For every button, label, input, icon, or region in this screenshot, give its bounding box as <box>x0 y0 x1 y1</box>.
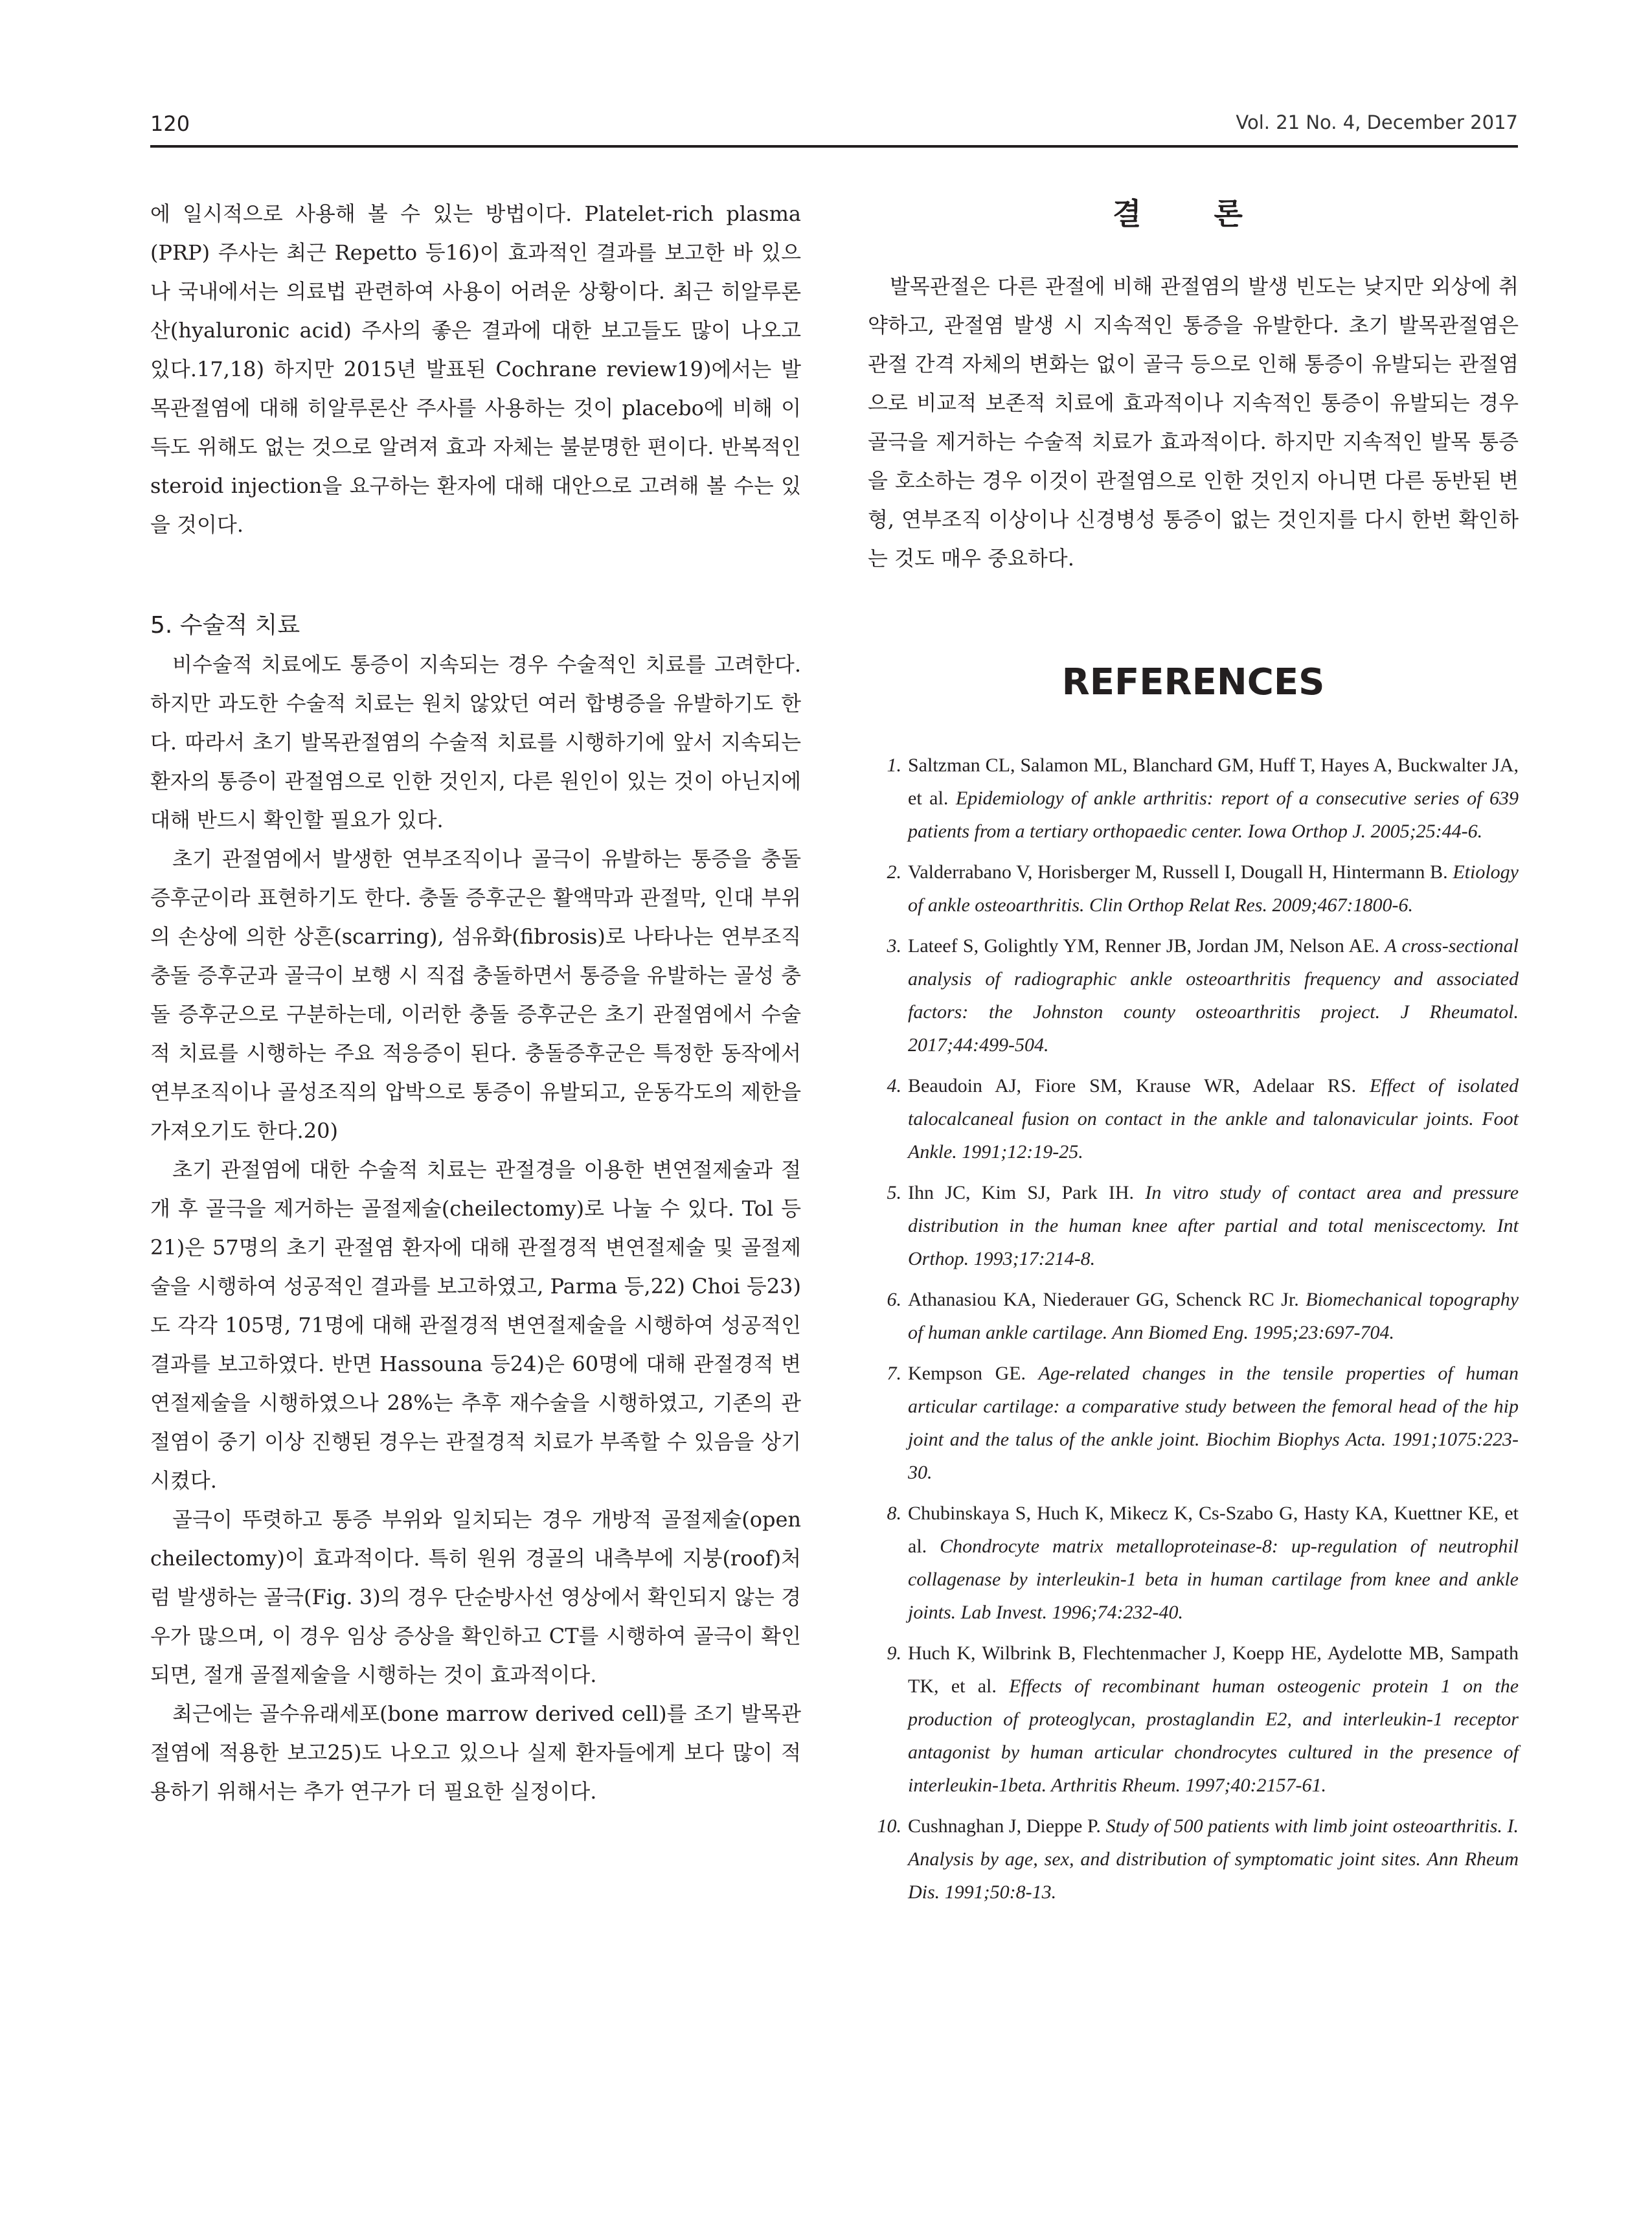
reference-authors: Kempson GE. <box>908 1363 1026 1384</box>
right-column <box>868 194 1519 1916</box>
reference-authors: Huch K, Wilbrink B, Flechtenmacher J, Koepp HE, Aydelotte MB, Sampath TK, et al. <box>908 1642 1519 1697</box>
reference-item <box>868 1069 1519 1168</box>
reference-authors: Ihn JC, Kim SJ, Park IH. <box>908 1182 1135 1203</box>
paragraph: 비수술적 치료에도 통증이 지속되는 경우 수술적인 치료를 고려한다. 하지만 과도한 수술적 치료는 원치 않았던 여러 합병증을 유발하기도 한다. 따라서 초기 발목관절염의 수술적 치료를 시행하기에 앞서 지속되는 환자의 통증이 관절염으로 인한 것인지, 다른 원인이 있는 것이 아닌지에 대해 반드시 확인할 필요가 있다. <box>150 652 801 832</box>
reference-item <box>868 929 1519 1062</box>
reference-item <box>868 1497 1519 1629</box>
page-header <box>150 109 1518 148</box>
conclusion-heading: 결 론 <box>1113 196 1274 231</box>
reference-number: 10. <box>877 1815 901 1837</box>
paragraph: 초기 관절염에서 발생한 연부조직이나 골극이 유발하는 통증을 충돌 증후군이라 표현하기도 한다. 충돌 증후군은 활액막과 관절막, 인대 부위의 손상에 의한 상흔(scarring), 섬유화(fibrosis)로 나타나는 연부조직 충돌 증후군과 골극이 보행 시 직접 충돌하면서 통증을 유발하는 골성 충돌 증후군으로 구분하는데, 이러한 충돌 증후군은 초기 관절염에서 수술적 치료를 시행하는 주요 적응증이 된다. 충돌증후군은 특정한 동작에서 연부조직이나 골성조직의 압박으로 통증이 유발되고, 운동각도의 제한을 가져오기도 한다.20) <box>150 846 801 1143</box>
reference-number: 1. <box>887 755 901 776</box>
reference-authors: Cushnaghan J, Dieppe P. <box>908 1815 1101 1837</box>
reference-list <box>868 749 1519 1909</box>
reference-item <box>868 856 1519 922</box>
reference-title: Biomechanical topography of human ankle cartilage. Ann Biomed Eng. 1995;23:697-704. <box>908 1289 1519 1343</box>
reference-title: Etiology of ankle osteoarthritis. Clin Orthop Relat Res. 2009;467:1800-6. <box>908 861 1519 916</box>
reference-title: Chondrocyte matrix metalloproteinase-8: up-regulation of neutrophil collagenase by interleukin-1 beta in human cartilage from knee and ankle joints. Lab Invest. 1996;74:232-40. <box>908 1536 1519 1623</box>
paragraph: 최근에는 골수유래세포(bone marrow derived cell)를 조기 발목관절염에 적용한 보고25)도 나오고 있으나 실제 환자들에게 보다 많이 적용하기 위해서는 추가 연구가 더 필요한 실정이다. <box>150 1701 801 1804</box>
reference-authors: Valderrabano V, Horisberger M, Russell I, Dougall H, Hintermann B. <box>908 861 1448 883</box>
section-heading: 5. 수술적 치료 <box>150 612 300 639</box>
reference-authors: Beaudoin AJ, Fiore SM, Krause WR, Adelaar RS. <box>908 1075 1357 1096</box>
reference-item <box>868 1810 1519 1909</box>
reference-authors: Chubinskaya S, Huch K, Mikecz K, Cs-Szabo G, Hasty KA, Kuettner KE, et al. <box>908 1503 1519 1557</box>
conclusion-paragraph: 발목관절은 다른 관절에 비해 관절염의 발생 빈도는 낮지만 외상에 취약하고, 관절염 발생 시 지속적인 통증을 유발한다. 초기 발목관절염은 관절 간격 자체의 변화는 없이 골극 등으로 인해 통증이 유발되는 관절염으로 비교적 보존적 치료에 효과적이나 지속적인 통증이 유발되는 경우 골극을 제거하는 수술적 치료가 효과적이다. 하지만 지속적인 발목 통증을 호소하는 경우 이것이 관절염으로 인한 것인지 아니면 다른 동반된 변형, 연부조직 이상이나 신경병성 통증이 없는 것인지를 다시 한번 확인하는 것도 매우 중요하다. <box>868 274 1519 571</box>
reference-title: Effect of isolated talocalcaneal fusion on contact in the ankle and talonavicular joints. Foot Ankle. 1991;12:19-25. <box>908 1075 1519 1163</box>
reference-number: 6. <box>887 1289 901 1310</box>
reference-number: 4. <box>887 1075 901 1096</box>
references-heading: REFERENCES <box>1061 661 1325 703</box>
reference-item <box>868 749 1519 848</box>
reference-title: A cross-sectional analysis of radiographic ankle osteoarthritis frequency and associated factors: the Johnston county osteoarthritis project. J Rheumatol. 2017;44:499-504. <box>908 935 1519 1056</box>
reference-authors: Athanasiou KA, Niederauer GG, Schenck RC Jr. <box>908 1289 1299 1310</box>
reference-title: In vitro study of contact area and pressure distribution in the human knee after partial and total meniscectomy. Int Orthop. 1993;17:214-8. <box>908 1182 1519 1269</box>
reference-number: 7. <box>887 1363 901 1384</box>
reference-number: 8. <box>887 1503 901 1524</box>
journal-info: Vol. 21 No. 4, December 2017 <box>1236 111 1518 133</box>
reference-title: Age-related changes in the tensile properties of human articular cartilage: a comparative study between the femoral head of the hip joint and the talus of the ankle joint. Biochim Biophys Acta. 1991;1075:223-30. <box>908 1363 1519 1483</box>
reference-item <box>868 1176 1519 1275</box>
paragraph: 초기 관절염에 대한 수술적 치료는 관절경을 이용한 변연절제술과 절개 후 골극을 제거하는 골절제술(cheilectomy)로 나눌 수 있다. Tol 등21)은 57명의 초기 관절염 환자에 대해 관절경적 변연절제술 및 골절제술을 시행하여 성공적인 결과를 보고하였고, Parma 등,22) Choi 등23)도 각각 105명, 71명에 대해 관절경적 변연절제술을 시행하여 성공적인 결과를 보고하였다. 반면 Hassouna 등24)은 60명에 대해 관절경적 변연절제술을 시행하였으나 28%는 추후 재수술을 시행하였고, 기존의 관절염이 중기 이상 진행된 경우는 관절경적 치료가 부족할 수 있음을 상기시켰다. <box>150 1157 801 1493</box>
reference-title: Effects of recombinant human osteogenic protein 1 on the production of proteoglycan, prostaglandin E2, and interleukin-1 receptor antagonist by human articular chondrocytes cultured in the presence of interleukin-1beta. Arthritis Rheum. 1997;40:2157-61. <box>908 1675 1519 1796</box>
paragraph: 에 일시적으로 사용해 볼 수 있는 방법이다. Platelet-rich plasma (PRP) 주사는 최근 Repetto 등16)이 효과적인 결과를 보고한 바 있으나 국내에서는 의료법 관련하여 사용이 어려운 상황이다. 최근 히알루론산(hyaluronic acid) 주사의 좋은 결과에 대한 보고들도 많이 나오고 있다.17,18) 하지만 2015년 발표된 Cochrane review19)에서는 발목관절염에 대해 히알루론산 주사를 사용하는 것이 placebo에 비해 이득도 위해도 없는 것으로 알려져 효과 자체는 불분명한 편이다. 반복적인 steroid injection을 요구하는 환자에 대해 대안으로 고려해 볼 수는 있을 것이다. <box>150 201 801 537</box>
page-number: 120 <box>150 111 190 136</box>
reference-item <box>868 1357 1519 1489</box>
reference-authors: Lateef S, Golightly YM, Renner JB, Jordan JM, Nelson AE. <box>908 935 1380 957</box>
reference-number: 3. <box>887 935 901 957</box>
reference-number: 5. <box>887 1182 901 1203</box>
reference-number: 9. <box>887 1642 901 1664</box>
reference-number: 2. <box>887 861 901 883</box>
reference-title: Study of 500 patients with limb joint osteoarthritis. I. Analysis by age, sex, and distribution of symptomatic joint sites. Ann Rheum Dis. 1991;50:8-13. <box>908 1815 1519 1903</box>
reference-authors: Saltzman CL, Salamon ML, Blanchard GM, Huff T, Hayes A, Buckwalter JA, et al. <box>908 755 1519 809</box>
reference-item <box>868 1283 1519 1349</box>
left-column <box>150 194 801 1811</box>
reference-item <box>868 1637 1519 1802</box>
reference-title: Epidemiology of ankle arthritis: report of a consecutive series of 639 patients from a tertiary orthopaedic center. Iowa Orthop J. 2005;25:44-6. <box>908 788 1519 842</box>
paragraph: 골극이 뚜렷하고 통증 부위와 일치되는 경우 개방적 골절제술(open cheilectomy)이 효과적이다. 특히 원위 경골의 내측부에 지붕(roof)처럼 발생하는 골극(Fig. 3)의 경우 단순방사선 영상에서 확인되지 않는 경우가 많으며, 이 경우 임상 증상을 확인하고 CT를 시행하여 골극이 확인되면, 절개 골절제술을 시행하는 것이 효과적이다. <box>150 1507 801 1687</box>
